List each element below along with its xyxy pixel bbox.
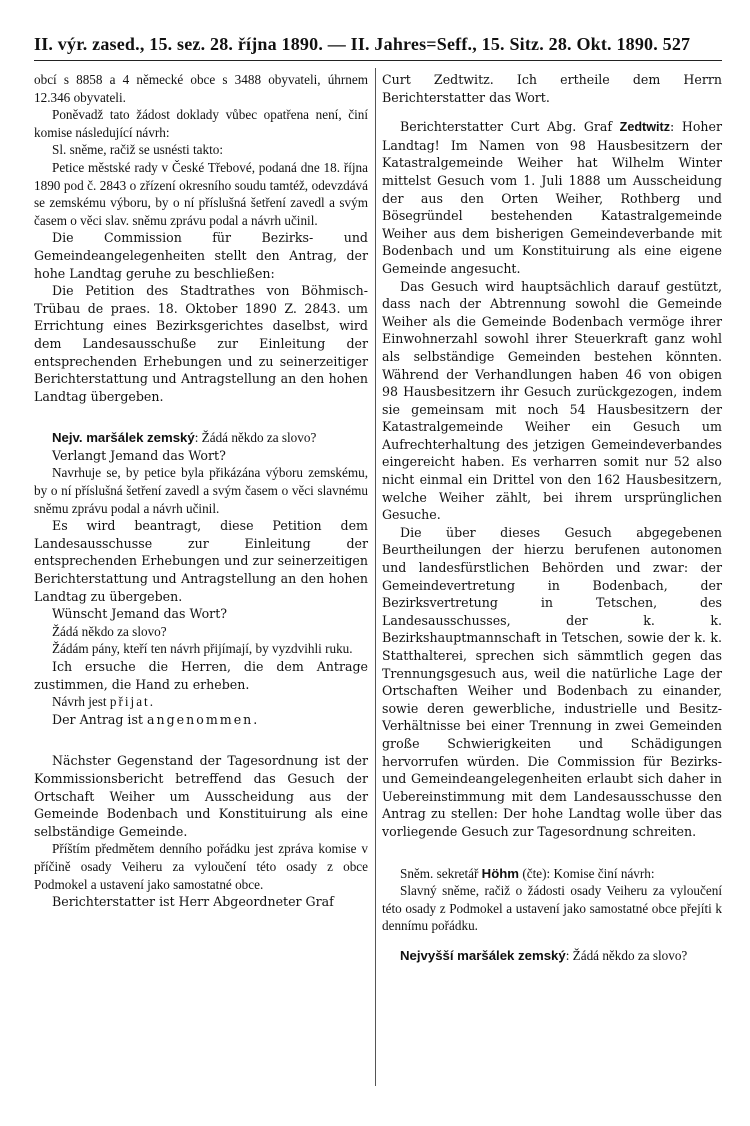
paragraph: Poněvadž tato žádost doklady vůbec opatřena není, činí komise následující návrh: [34,107,368,140]
spacer [382,841,722,865]
paragraph: Nächster Gegenstand der Tagesordnung ist der Kommissionsbericht betreffend das Gesuch der Ortschaft Weiher um Ausscheidung aus der Gemeinde Bodenbach und Konstituirung als eine selbständige Gemeinde. [34,753,368,839]
speaker-paragraph [382,118,722,277]
column-divider [375,68,376,1086]
speaker-name: Höhm [481,865,520,881]
result-word: angenommen. [147,711,260,727]
paragraph: Curt Zedtwitz. Ich ertheile dem Herrn Berichterstatter das Wort. [382,72,722,105]
speaker-text: : Hoher Landtag! Im Namen von 98 Hausbesitzern der Katastralgemeinde Weiher hat Wilhelm Winter mittelst Gesuch vom 1. Juli 1888 um Ausscheidung der aus den Orten Weiher, Rothberg und Bösegründel bestehenden Katastralgemeinde Weiher aus dem bisherigen Gemeindeverbande mit Bodenbach und um Konstituirung als eine eigene Gemeinde angesucht. [382,119,722,276]
result-prefix: Návrh jest [52,694,110,710]
spacer [382,106,722,118]
result-line [34,711,368,729]
paragraph: Die über dieses Gesuch abgegebenen Beurtheilungen der hierzu berufenen autonomen und landesfürstlichen Behörden und zwar: der Gemeindevertretung in Bodenbach, der Bezirksvertretung in Tetschen, des Landesausschusses, der k. k. Bezirkshauptmannschaft in Tetschen, sowie der k. k. Statthalterei, sprechen sich sämmtlich gegen das Trennungsgesuch aus, weil die natürliche Lage der Ortschaften Weiher und Bodenbach zu einander, sowie deren gewerbliche, industrielle und Besitz-Verhältnisse bei einer Trennung in zwei Gemeinden große Schwierigkeiten und Schädigungen hervorrufen würden. Die Commission für Bezirks- und Gemeindeangelegenheiten erlaubt sich daher in Uebereinstimmung mit dem Landesausschusse den Antrag zu stellen: Der hohe Landtag wolle über das vorliegende Gesuch zur Tagesordnung schreiten. [382,524,722,839]
page-header: II. výr. zased., 15. sez. 28. října 1890. — II. Jahres=Seff., 15. Sitz. 28. Okt. 1890. 527 [34,34,691,54]
speaker-line [382,947,722,965]
spacer [382,935,722,947]
left-column [34,71,368,911]
paragraph: Die Petition des Stadtrathes von Böhmisch-Trübau de praes. 18. Oktober 1890 Z. 2843. um Errichtung eines Bezirksgerichtes daselbst, wird dem Landesausschuße zur Einleitung der entsprechenden Erhebungen und zu seinerzeitiger Berichterstattung und Antragstellung an den hohen Landtag übergeben. [34,283,368,404]
result-prefix: Der Antrag ist [52,711,147,727]
result-word: přijat. [109,694,156,710]
paragraph: Verlangt Jemand das Wort? [52,447,226,463]
speaker-line [382,865,722,883]
paragraph: Slavný sněme, račiž o žádosti osady Veiheru za vyloučení této osady z Podmokel a ustavení jako samostatné obce přejíti k dennímu pořádku. [382,883,722,934]
result-line [34,693,368,711]
paragraph: Die Commission für Bezirks- und Gemeindeangelegenheiten stellt den Antrag, der hohe Landtag geruhe zu beschließen: [34,230,368,281]
paragraph: Berichterstatter ist Herr Abgeordneter Graf [52,894,334,910]
speaker-line [34,429,368,447]
paragraph: Wünscht Jemand das Wort? [52,606,228,622]
paragraph: Žádá někdo za slovo? [52,623,167,639]
paragraph: obcí s 8858 a 4 německé obce s 3488 obyvateli, úhrnem 12.346 obyvateli. [34,72,368,105]
speaker-text: : Žádá někdo za slovo? [565,947,688,963]
paragraph: Sl. sněme, račiž se usnésti takto: [52,142,224,158]
paragraph: Žádám pány, kteří ten návrh přijímají, by vyzdvihli ruku. [52,641,353,657]
speaker-name: Nejvyšší maršálek zemský [400,947,566,963]
paragraph: Příštím předmětem denního pořádku jest zpráva komise v příčině osady Veiheru za vyloučení této osady z obce Podmokel a ustavení jako samostatné obce. [34,841,368,892]
spacer [34,405,368,429]
paragraph: Navrhuje se, by petice byla přikázána výboru zemskému, by o ní příslušná šetření zavedl a svým časem o věci slavnému sněmu zprávu podal a návrh učinil. [34,465,368,516]
speaker-intro: Berichterstatter Curt Abg. Graf [400,119,620,135]
speaker-text: : Žádá někdo za slovo? [194,430,317,446]
speaker-name: Nejv. maršálek zemský [52,430,195,446]
header-rule [34,60,722,61]
right-column [382,71,722,965]
spacer [34,728,368,752]
speaker-intro: Sněm. sekretář [400,865,482,881]
speaker-name: Zedtwitz [619,120,671,135]
paragraph: Das Gesuch wird hauptsächlich darauf gestützt, dass nach der Abtrennung sowohl die Gemeinde Weiher als die Gemeinde Bodenbach vermöge ihrer Einwohnerzahl sowohl ihrer Steuerkraft ganz wohl als selbständige Gemeinden bestehen könnten. Während der Verhandlungen haben 46 von obigen 98 Hausbesitzern ihr Gesuch zurückgezogen, indem sie gemeinsam mit noch 54 Hausbesitzern der Katastralgemeinde Weiher ein Gesuch um Aufrechterhaltung des jetzigen Gemeindeverbandes eingereicht haben. Es verharren somit nur 52 also nicht einmal ein Drittel von den 162 Hausbesitzern, welche Weiher zählt, bei ihrem ursprünglichen Gesuche. [382,278,722,523]
speaker-text: (čte): Komise činí návrh: [519,865,655,881]
paragraph: Es wird beantragt, diese Petition dem Landesausschusse zur Einleitung der entsprechenden Erhebungen und zur seinerzeitigen Berichterstattung und Antragstellung an den hohen Landtag zu übergeben. [34,518,368,604]
paragraph: Ich ersuche die Herren, die dem Antrage zustimmen, die Hand zu erheben. [34,659,368,692]
paragraph: Petice městské rady v České Třebové, podaná dne 18. října 1890 pod č. 2843 o zřízení okresního soudu tamtéž, odevzdává se zemskému výboru, by o ní příslušná šetření zavedl a svým časem o věci slav. sněmu zprávu podal a návrh učinil. [34,159,368,228]
